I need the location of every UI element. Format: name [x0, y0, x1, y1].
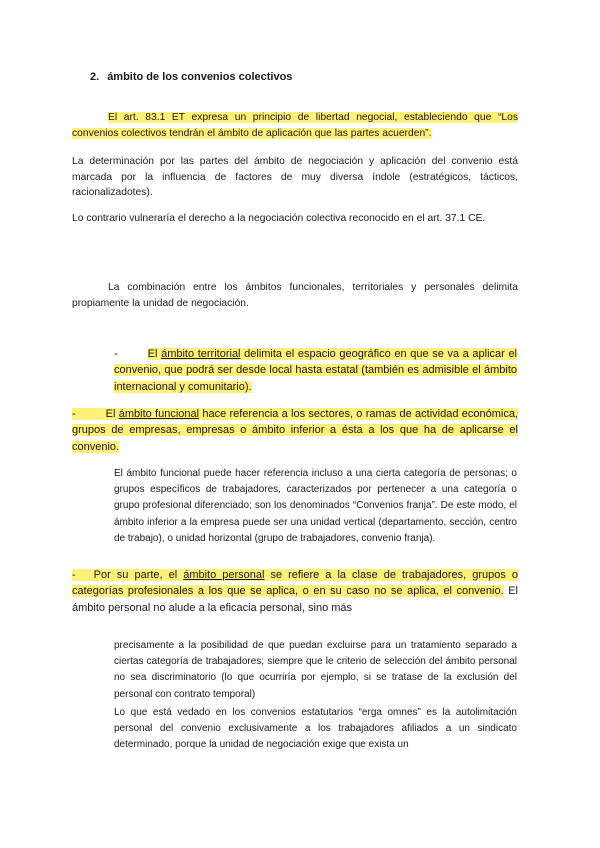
bullet-marker: -: [72, 569, 76, 581]
bullet-ambito-funcional: [72, 406, 518, 455]
bullet-marker: -: [114, 348, 118, 360]
highlighted-text: El art. 83.1 ET expresa un principio de libertad negocial, estableciendo que “Los convenios colectivos tendrán el ámbito de aplicación que las partes acuerden”.: [72, 112, 518, 139]
paragraph-personal-detail: precisamente a la posibilidad de que puedan excluirse para un tratamiento separado a ciertas categoría de trabajadores; siempre que le criterio de selección del ámbito personal no sea discriminatorio (lo que ocurriría por ejemplo, si se tratase de la exclusión del personal con contrato temporal): [114, 640, 517, 700]
paragraph-funcional-detail: El ámbito funcional puede hacer referencia incluso a una cierta categoría de personas; o grupos específicos de trabajadores, caracterizados por pertenecer a una categoría o grupo profesional diferenciado; son los denominados “Convenios franja”. De este modo, el ámbito inferior a la empresa puede ser una unidad vertical (departamento, sección, centro de trabajo), o unidad horizontal (grupo de trabajadores, convenio franja).: [114, 468, 517, 544]
bullet-ambito-personal: [72, 567, 518, 616]
section-title: ámbito de los convenios colectivos: [107, 71, 293, 83]
bullet-highlight: El ámbito territorial delimita el espacio geográfico en que se va a aplicar el convenio, que podrá ser desde local hasta estatal (también es admisible el ámbito internacional y comunitario).: [114, 348, 518, 393]
bullet-highlight: - Por su parte, el ámbito personal se refiere a la clase de trabajadores, grupos o categorías profesionales a los que se aplica, o en su caso no se aplica, el convenio.: [72, 569, 518, 598]
section-heading: [90, 71, 292, 83]
paragraph-art-83: [72, 110, 518, 141]
term-ambito-funcional: ámbito funcional: [118, 408, 200, 420]
paragraph-erga-omnes: Lo que está vedado en los convenios estatutarios “erga omnes” es la autolimitación personal del convenio exclusivamente a los trabajadores afiliados a un sindicato determinado, porque la unidad de negociación exige que exista un: [114, 707, 517, 751]
bullet-highlight: - El ámbito funcional hace referencia a los sectores, o ramas de actividad económica, grupos de empresas, empresas o ámbito inferior a ésta a los que ha de aplicarse el convenio.: [72, 408, 518, 453]
bullet-marker: -: [72, 408, 76, 420]
paragraph-vulneracion: Lo contrario vulneraría el derecho a la negociación colectiva reconocido en el art. 37.1 CE.: [72, 213, 486, 224]
term-ambito-personal: ámbito personal: [183, 569, 265, 581]
term-ambito-territorial: ámbito territorial: [161, 348, 241, 360]
paragraph-determinacion: La determinación por las partes del ámbito de negociación y aplicación del convenio está marcada por la influencia de factores de muy diversa índole (estratégicos, tácticos, racionalizadotes).: [72, 156, 518, 198]
bullet-tail: El ámbito personal no alude a la eficacia personal, sino más: [72, 585, 518, 614]
paragraph-combinacion: La combinación entre los ámbitos funcionales, territoriales y personales delimita propiamente la unidad de negociación.: [72, 282, 518, 309]
section-number: 2.: [90, 71, 100, 83]
bullet-ambito-territorial: [114, 346, 517, 395]
